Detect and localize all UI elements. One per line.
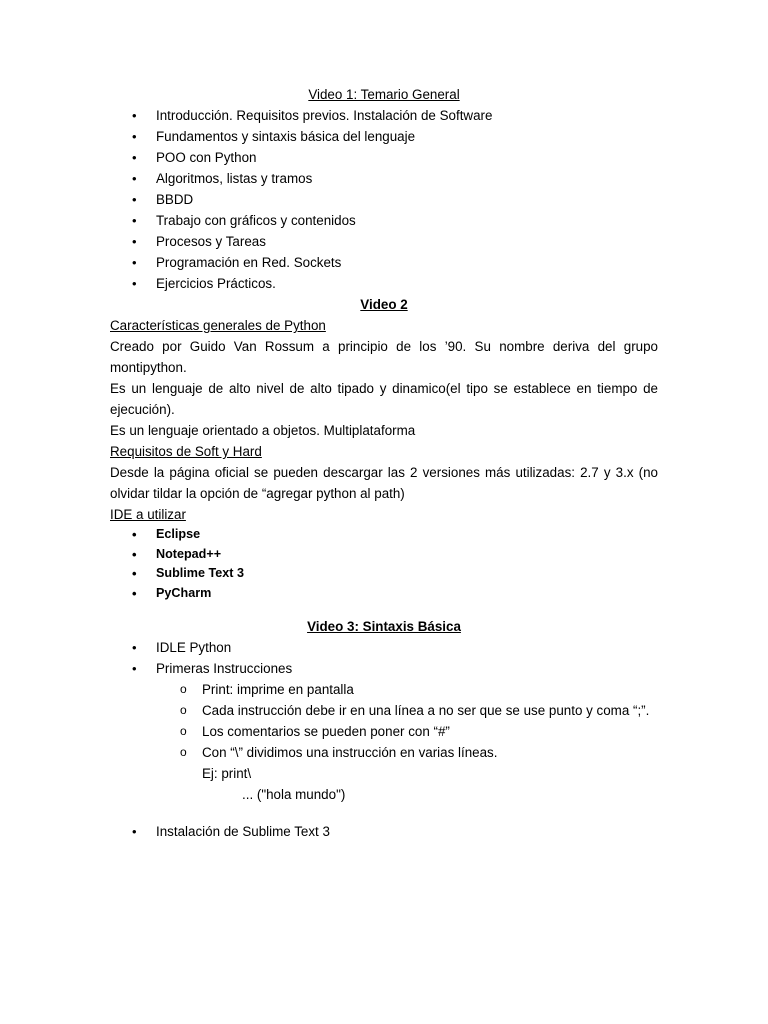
list-item: • Ejercicios Prácticos. (110, 273, 658, 294)
paragraph-typing: Es un lenguaje de alto nivel de alto tipado y dinamico(el tipo se establece en tiempo de ejecución). (110, 381, 658, 417)
bullet-icon: • (132, 640, 137, 655)
list-item: • BBDD (110, 189, 658, 210)
bullet-icon: • (132, 566, 137, 581)
list-item: • Procesos y Tareas (110, 231, 658, 252)
list-item: • Instalación de Sublime Text 3 (110, 821, 658, 842)
bullet-icon: • (132, 108, 137, 123)
bullet-icon: • (132, 276, 137, 291)
video2-title: Video 2 (360, 297, 408, 312)
video3-title: Video 3: Sintaxis Básica (307, 619, 461, 634)
list-item: • Sublime Text 3 (110, 564, 658, 584)
document-content (110, 84, 658, 842)
example-line-1: Ej: print\ (202, 766, 252, 781)
bullet-icon: • (132, 129, 137, 144)
list-item: • PyCharm (110, 584, 658, 604)
bullet-icon: • (132, 585, 137, 601)
list-item: • POO con Python (110, 147, 658, 168)
paragraph-origin: Creado por Guido Van Rossum a principio de los ’90. Su nombre deriva del grupo montipython. (110, 339, 658, 375)
ide-list (110, 525, 658, 603)
video1-title: Video 1: Temario General (308, 87, 460, 102)
example-line-2: ... ("hola mundo") (242, 787, 346, 802)
bullet-icon: • (132, 234, 137, 249)
list-item: • Primeras Instrucciones (110, 658, 658, 679)
paragraph-oop: Es un lenguaje orientado a objetos. Multiplataforma (110, 423, 416, 438)
requirements-heading: Requisitos de Soft y Hard (110, 444, 262, 459)
list-item: • Trabajo con gráficos y contenidos (110, 210, 658, 231)
instructions-sublist (110, 679, 658, 763)
bullet-icon: • (132, 824, 137, 839)
list-item: • Algoritmos, listas y tramos (110, 168, 658, 189)
list-item: • Fundamentos y sintaxis básica del lenguaje (110, 126, 658, 147)
list-item: • Notepad++ (110, 545, 658, 565)
features-heading: Características generales de Python (110, 318, 326, 333)
list-item: • Eclipse (110, 525, 658, 545)
bullet-icon: • (132, 192, 137, 207)
circle-bullet-icon: o (180, 724, 187, 738)
bullet-icon: • (132, 546, 137, 562)
sub-list-item: o Los comentarios se pueden poner con “#” (110, 721, 658, 742)
list-item: • Programación en Red. Sockets (110, 252, 658, 273)
section-spacer (110, 603, 658, 616)
list-item: • Introducción. Requisitos previos. Instalación de Software (110, 105, 658, 126)
sub-list-item: o Con “\” dividimos una instrucción en varias líneas. (110, 742, 658, 763)
bullet-icon: • (132, 527, 137, 542)
video3-list-end (110, 821, 658, 842)
paragraph-download: Desde la página oficial se pueden descargar las 2 versiones más utilizadas: 2.7 y 3.x (no olvidar tildar la opción de “agregar python al path) (110, 465, 658, 501)
circle-bullet-icon: o (180, 703, 187, 717)
sub-list-item: o Print: imprime en pantalla (110, 679, 658, 700)
list-item: • IDLE Python (110, 637, 658, 658)
circle-bullet-icon: o (180, 682, 187, 696)
bullet-icon: • (132, 255, 137, 270)
bullet-icon: • (132, 213, 137, 228)
video3-list (110, 637, 658, 679)
video1-list (110, 105, 658, 294)
circle-bullet-icon: o (180, 745, 187, 759)
ide-heading: IDE a utilizar (110, 507, 186, 522)
bullet-icon: • (132, 661, 137, 676)
bullet-icon: • (132, 150, 137, 165)
bullet-icon: • (132, 171, 137, 186)
sub-list-item: o Cada instrucción debe ir en una línea a no ser que se use punto y coma “;”. (110, 700, 658, 721)
